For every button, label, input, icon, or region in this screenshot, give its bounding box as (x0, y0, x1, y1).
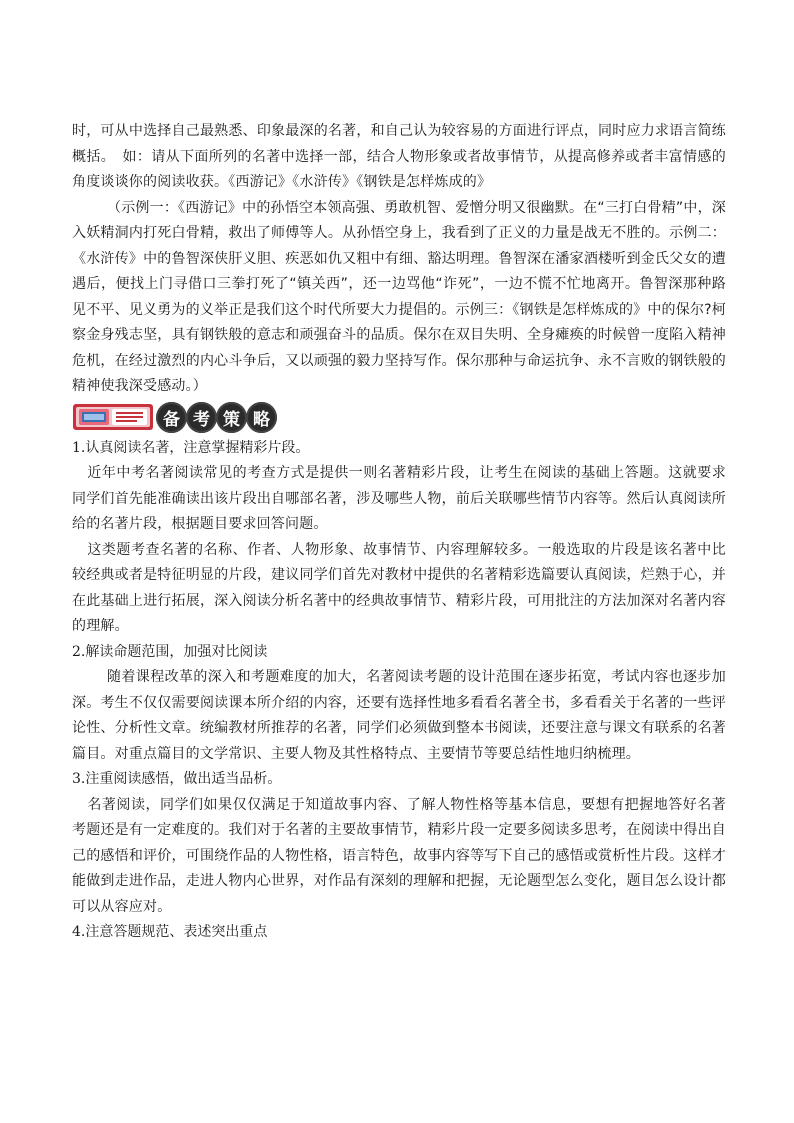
section-heading-1 (72, 436, 726, 462)
section-3-paragraph-1: 名著阅读，同学们如果仅仅满足于知道故事内容、了解人物性格等基本信息，要想有把握地答好名著考题还是有一定难度的。我们对于名著的主要故事情节，精彩片段一定要多阅读多思考，在阅读中得出自己的感悟和评价，可围绕作品的人物性格，语言特色，故事内容等写下自己的感悟或赏析性片段。这样才能做到走进作品，走进人物内心世界，对作品有深刻的理解和把握，无论题型怎么变化，题目怎么设计都可以从容应对。 (72, 796, 726, 915)
section-2-paragraph-1: 随着课程改革的深入和考题难度的加大，名著阅读考题的设计范围在逐步拓宽，考试内容也逐步加深。考生不仅仅需要阅读课本所介绍的内容，还要有选择性地多看看名著全书，多看看关于名著的一些评论性、分析性文章。统编教材所推荐的名著，同学们必须做到整本书阅读，还要注意与课文有联系的名著篇目。对重点篇目的文学常识、主要人物及其性格特点、主要情节等要总结性地归纳梳理。 (72, 669, 726, 762)
section-heading-2 (72, 640, 726, 666)
book-banner-icon (72, 403, 154, 431)
banner-char-1: 备 (156, 402, 187, 433)
section-title: 注意答题规范、表述突出重点 (85, 924, 268, 940)
banner-char-2: 考 (186, 402, 217, 433)
section-heading-3 (72, 767, 726, 793)
section-number: 3. (72, 771, 86, 787)
section-title: 认真阅读名著，注意掌握精彩片段。 (85, 439, 310, 456)
banner-char-4: 略 (246, 402, 277, 433)
section-title: 注重阅读感悟，做出适当品析。 (85, 771, 282, 787)
section-1-paragraph-2: 这类题考查名著的名称、作者、人物形象、故事情节、内容理解较多。一般选取的片段是该名著中比较经典或者是特征明显的片段，建议同学们首先对教材中提供的名著精彩选篇要认真阅读，烂熟于心，并在此基础上进行拓展，深入阅读分析名著中的经典故事情节、精彩片段，可用批注的方法加深对名著内容的理解。 (72, 541, 726, 634)
document-content (72, 119, 726, 946)
intro-paragraph-examples: （示例一：《西游记》中的孙悟空本领高强、勇敢机智、爱憎分明又很幽默。在“三打白骨精”中，深入妖精洞内打死白骨精，救出了师傅等人。从孙悟空身上，我看到了正义的力量是战无不胜的。示例二：《水浒传》中的鲁智深侠肝义胆、疾恶如仇又粗中有细、豁达明理。鲁智深在潘家酒楼听到金氏父女的遭遇后，便找上门寻借口三拳打死了“镇关西”，还一边骂他“诈死”，一边不慌不忙地离开。鲁智深那种路见不平、见义勇为的义举正是我们这个时代所要大力提倡的。示例三：《钢铁是怎样炼成的》中的保尔?柯察金身残志坚，具有钢铁般的意志和顽强奋斗的品质。保尔在双目失明、全身瘫痪的时候曾一度陷入精神危机，在经过激烈的内心斗争后，又以顽强的毅力坚持写作。保尔那种与命运抗争、永不言败的钢铁般的精神使我深受感动。） (72, 199, 726, 394)
section-title: 解读命题范围，加强对比阅读 (85, 643, 268, 660)
section-banner (72, 401, 726, 435)
section-number: 2. (72, 643, 86, 660)
section-number: 1. (72, 439, 86, 456)
banner-title (156, 402, 276, 434)
intro-paragraph-1: 时，可从中选择自己最熟悉、印象最深的名著，和自己认为较容易的方面进行评点，同时应力求语言简练概括。 如：请从下面所列的名著中选择一部，结合人物形象或者故事情节，从提高修养或者丰富情感的角度谈谈你的阅读收获。《西游记》《水浒传》《钢铁是怎样炼成的》 (72, 123, 726, 190)
section-1-paragraph-1: 近年中考名著阅读常见的考查方式是提供一则名著精彩片段，让考生在阅读的基础上答题。这就要求同学们首先能准确读出该片段出自哪部名著，涉及哪些人物，前后关联哪些情节内容等。然后认真阅读所给的名著片段，根据题目要求回答问题。 (72, 465, 726, 532)
banner-char-3: 策 (216, 402, 247, 433)
section-heading-4 (72, 920, 726, 946)
section-number: 4. (72, 924, 86, 940)
